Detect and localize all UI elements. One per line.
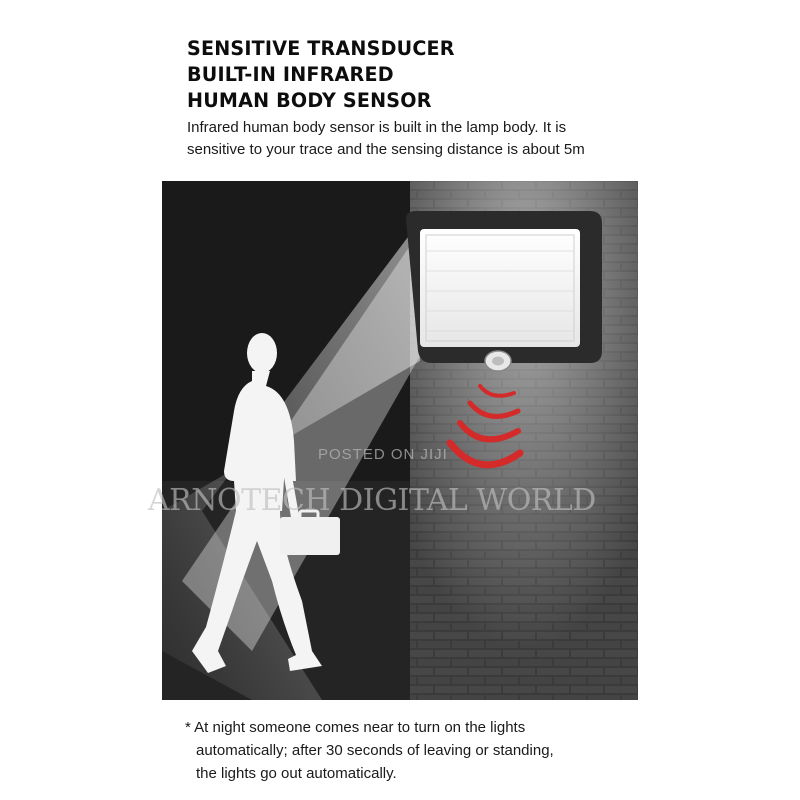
watermark-brand: ARNOTECH DIGITAL WORLD (148, 483, 596, 518)
night-scene-svg (162, 181, 638, 700)
footnote-line-1: * At night someone comes near to turn on the lights (185, 719, 526, 736)
watermark-posted: POSTED ON JIJI (318, 446, 448, 463)
headline-line-2: BUILT-IN INFRARED (187, 63, 394, 86)
intro-line-1: Infrared human body sensor is built in the lamp body. It is (187, 119, 567, 136)
headline-line-1: SENSITIVE TRANSDUCER (187, 37, 455, 60)
footnote (185, 716, 554, 785)
headline-line-3: HUMAN BODY SENSOR (187, 89, 432, 112)
intro-text (187, 117, 585, 161)
product-illustration (162, 181, 638, 700)
pir-sensor-icon (485, 351, 511, 371)
footnote-line-3: the lights go out automatically. (196, 765, 397, 782)
intro-line-2: sensitive to your trace and the sensing distance is about 5m (187, 141, 585, 158)
footnote-line-2: automatically; after 30 seconds of leaving or standing, (196, 742, 554, 759)
solar-wall-lamp-icon (406, 211, 602, 363)
headline (187, 36, 455, 114)
